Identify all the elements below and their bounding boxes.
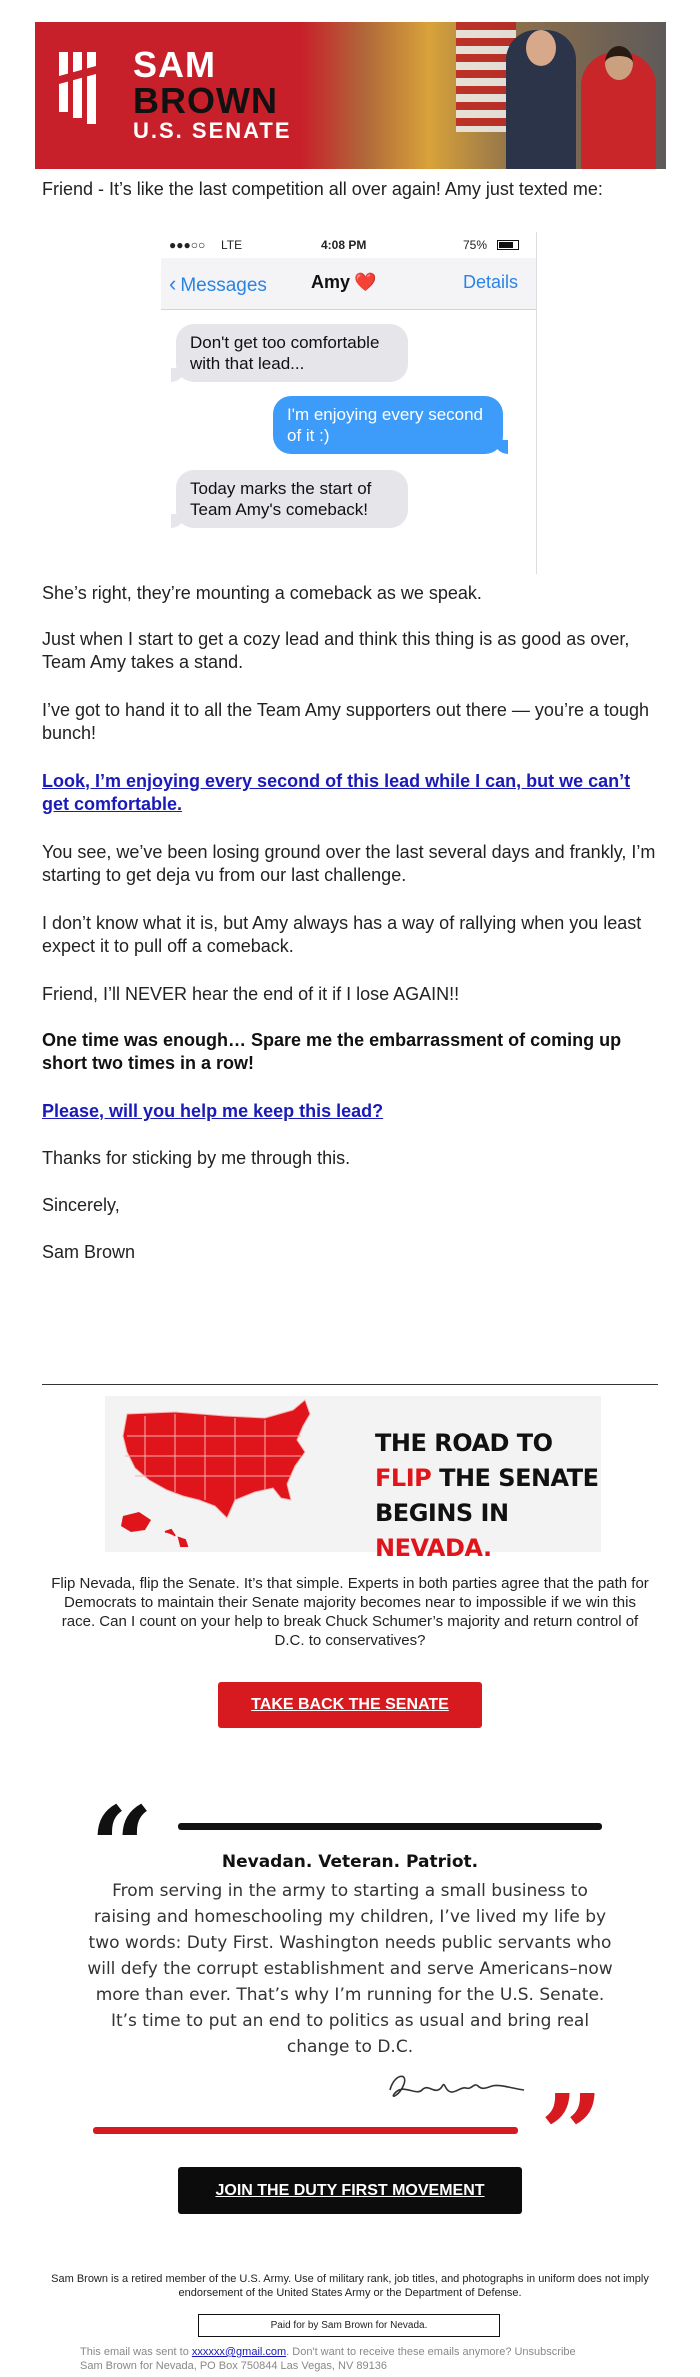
footer-address: Sam Brown for Nevada, PO Box 750844 Las Vegas, NV 89136 — [80, 2360, 387, 2372]
heart-icon: ❤️ — [354, 272, 377, 292]
section-divider — [42, 1384, 658, 1385]
quote-rule-bottom — [93, 2127, 518, 2134]
footer-sent-prefix: This email was sent to — [80, 2346, 192, 2358]
map-headline-begins: BEGINS IN — [375, 1499, 509, 1527]
battery-icon — [497, 240, 519, 250]
paragraph: I’ve got to hand it to all the Team Amy supporters out there — you’re a tough bunch! — [42, 700, 650, 743]
map-headline-line1: THE ROAD TO — [375, 1429, 553, 1457]
join-duty-first-button[interactable]: JOIN THE DUTY FIRST MOVEMENT — [178, 2167, 522, 2214]
messages-back-button — [169, 271, 267, 297]
phone-status-bar — [161, 232, 536, 258]
paragraph: She’s right, they’re mounting a comeback as we speak. — [42, 583, 482, 603]
paragraph: Thanks for sticking by me through this. — [42, 1148, 351, 1168]
message-bubble-incoming: Today marks the start of Team Amy's comeback! — [176, 470, 408, 528]
open-quote-icon: “ — [90, 1782, 154, 1911]
carrier-label: LTE — [221, 238, 243, 252]
header-banner — [35, 22, 666, 169]
map-headline-nevada: NEVADA. — [375, 1534, 492, 1562]
map-headline-flip: FLIP — [375, 1464, 432, 1492]
details-link: Details — [463, 272, 519, 292]
bold-paragraph: One time was enough… Spare me the embarrassment of coming up short two times in a row! — [42, 1030, 622, 1073]
intro-text: Friend - It’s like the last competition all over again! Amy just texted me: — [42, 179, 603, 199]
military-disclaimer: Sam Brown is a retired member of the U.S. Army. Use of military rank, job titles, and photographs in uniform does not imply endorsement of the United States Army or the Department of Defense. — [51, 2273, 649, 2299]
back-label: Messages — [180, 275, 267, 296]
quote-heading: Nevadan. Veteran. Patriot. — [221, 1852, 479, 1872]
map-headline-line2 — [375, 1461, 601, 1496]
donate-link-keep-lead[interactable]: Please, will you help me keep this lead? — [42, 1101, 384, 1121]
status-time: 4:08 PM — [321, 238, 367, 252]
paragraph: You see, we’ve been losing ground over the last several days and frankly, I’m starting to get deja vu from our last challenge. — [42, 842, 656, 885]
paragraph-link — [42, 770, 658, 816]
map-headline-line3 — [375, 1496, 601, 1566]
banner-office: U.S. SENATE — [133, 118, 292, 143]
messages-nav-bar — [161, 258, 536, 310]
take-back-senate-button[interactable]: TAKE BACK THE SENATE — [218, 1682, 482, 1728]
email-footer — [80, 2345, 640, 2373]
signature-image — [382, 2066, 532, 2106]
close-quote-icon: ” — [540, 2070, 604, 2199]
flip-the-senate-graphic[interactable] — [105, 1396, 601, 1562]
banner-name-first: SAM — [133, 44, 216, 85]
signoff-name: Sam Brown — [42, 1242, 136, 1262]
quote-body: From serving in the army to starting a small business to raising and homeschooling my children, I’ve lived my life by two words: Duty First. Washington needs public servants who will defy the corrupt establishment and serve Americans–now more than ever. That’s why I’m running for the U.S. Senate. It’s time to put an end to politics as usual and bring real change to D.C. — [87, 1881, 613, 2057]
map-headline-senate: THE SENATE — [431, 1464, 599, 1492]
contact-name — [311, 272, 376, 293]
signal-indicator: ●●●○○ — [169, 238, 206, 252]
paid-for-box: Paid for by Sam Brown for Nevada. — [198, 2314, 500, 2337]
paragraph-link — [42, 1100, 658, 1123]
recipient-email-link[interactable]: xxxxxx@gmail.com — [191, 2346, 287, 2358]
message-bubble-outgoing: I'm enjoying every second of it :) — [273, 396, 503, 454]
text-message-screenshot — [161, 232, 537, 574]
paragraph: Just when I start to get a cozy lead and think this thing is as good as over, Team Amy takes a stand. — [42, 629, 630, 672]
flip-nevada-text: Flip Nevada, flip the Senate. It’s that simple. Experts in both parties agree that the path for Democrats to maintain their Senate majority becomes near to impossible if we win this race. Can I count on your help to break Chuck Schumer’s majority and return control of D.C. to conservatives? — [51, 1575, 649, 1649]
contact-label: Amy — [311, 272, 351, 292]
quote-rule-top — [178, 1823, 602, 1830]
footer-sent-line — [80, 2345, 640, 2359]
campaign-logo-icon — [59, 52, 103, 122]
map-headline — [375, 1426, 601, 1566]
battery-percent: 75% — [463, 238, 488, 252]
banner-name-last: BROWN — [133, 80, 278, 121]
unsubscribe-text[interactable]: . Don't want to receive these emails anymore? Unsubscribe — [286, 2346, 576, 2358]
spouse-photo — [581, 52, 656, 169]
message-bubble-incoming: Don't get too comfortable with that lead... — [176, 324, 408, 382]
donate-link-enjoying[interactable]: Look, I’m enjoying every second of this lead while I can, but we can’t get comfortable. — [42, 771, 631, 814]
closing: Sincerely, — [42, 1195, 120, 1215]
paragraph: I don’t know what it is, but Amy always has a way of rallying when you least expect it to pull off a comeback. — [42, 913, 642, 956]
us-map-icon — [105, 1396, 365, 1552]
chevron-left-icon: ‹ — [169, 271, 177, 296]
candidate-photo — [506, 30, 576, 169]
paragraph: Friend, I’ll NEVER hear the end of it if I lose AGAIN!! — [42, 984, 460, 1004]
